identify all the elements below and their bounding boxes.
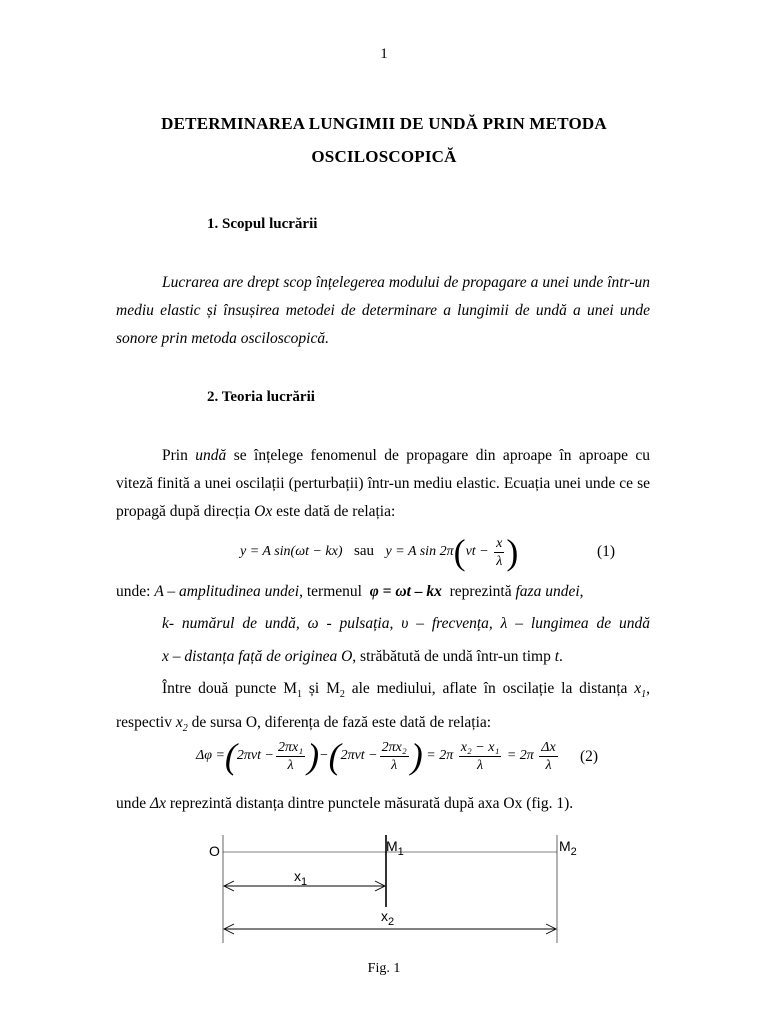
eq1-left: y = A sin(ωt − kx) — [240, 544, 343, 560]
text: , — [579, 583, 584, 600]
equation-1 — [240, 534, 518, 570]
frac-num: 2πx₂ — [381, 739, 407, 755]
frac-den: λ — [496, 553, 503, 569]
title-line-2: OSCILOSCOPICĂ — [311, 147, 457, 166]
paren-close: ) — [506, 532, 519, 572]
frac-den: λ — [476, 757, 484, 773]
eq1-sau: sau — [354, 543, 375, 560]
eq2-term: 2πvt − — [340, 748, 378, 764]
term-x1: x — [634, 680, 642, 697]
subscript: 1 — [641, 689, 647, 701]
term-dx: Δx — [150, 795, 166, 812]
subscript: 1 — [297, 689, 303, 701]
paren-open: ( — [328, 736, 341, 776]
term-unda: undă — [195, 447, 227, 464]
text: ale mediului, aflate în oscilație la distanța — [344, 680, 628, 697]
equation-1-number: (1) — [597, 543, 616, 560]
text: reprezintă — [449, 583, 512, 600]
frac-num: x — [496, 535, 503, 551]
text: este dată de relația: — [276, 503, 396, 520]
eq1-vt: vt − — [465, 544, 489, 560]
term-faza: faza undei — [515, 583, 580, 600]
term-x: x – distanța față de originea O — [162, 648, 353, 665]
definitions-line-2: k- numărul de undă, ω - pulsația, υ – frecvența, λ – lungimea de undă — [162, 615, 650, 632]
eq2-equals: = 2π — [506, 748, 534, 764]
frac-num: Δx — [541, 739, 556, 755]
definitions-line-3 — [162, 648, 563, 666]
delta-x-paragraph — [116, 790, 650, 818]
frac-num: x₂ − x₁ — [460, 739, 500, 755]
wave-definition-paragraph — [116, 442, 650, 526]
eq2-minus: − — [319, 748, 329, 764]
eq1-right: y = A sin 2π — [385, 544, 454, 560]
label-m2: $M_2$ — [559, 838, 577, 858]
label-x2: $x_2$ — [381, 908, 395, 928]
section-2-heading: 2. Teoria lucrării — [207, 389, 315, 405]
term-ox: Ox — [254, 503, 273, 520]
paren-open: ( — [453, 532, 466, 572]
subscript: 2 — [339, 689, 345, 701]
section-1-heading: 1. Scopul lucrării — [207, 216, 318, 232]
text: . — [559, 648, 563, 665]
phase-difference-paragraph — [116, 675, 650, 743]
text: unde — [116, 795, 147, 812]
eq2-fraction-4 — [539, 739, 557, 774]
subscript: 2 — [182, 723, 188, 735]
text: , străbătută de undă într-un timp — [352, 648, 551, 665]
label-o: O — [209, 843, 220, 859]
text: unde: — [116, 583, 151, 600]
text: se înțelege fenomenul de propagare din aproape în aproape cu viteză finită a unei oscilații (perturbații) într-un mediu elastic. Ecuația unei unde ce se propagă după direcția — [116, 447, 651, 520]
term-x2: x — [175, 714, 183, 732]
equation-2 — [196, 738, 560, 774]
paren-close: ) — [307, 736, 320, 776]
text: Între două puncte M — [162, 680, 298, 697]
frac-den: λ — [545, 757, 552, 773]
eq2-fraction-2 — [380, 739, 409, 774]
figure-1-diagram — [190, 835, 590, 947]
eq2-dphi: Δφ = — [196, 748, 225, 764]
frac-num: 2πx₁ — [278, 739, 304, 755]
text: și M — [302, 680, 340, 697]
term-amplitude: A – amplitudinea undei — [154, 583, 300, 600]
text: , respectiv — [116, 680, 651, 732]
eq2-fraction-1 — [276, 739, 305, 774]
paren-open: ( — [224, 736, 237, 776]
eq2-term: 2πvt − — [236, 748, 274, 764]
eq2-equals: = 2π — [426, 748, 454, 764]
text: Prin — [162, 447, 188, 464]
frac-den: λ — [391, 757, 398, 773]
text: de sursa O, diferența de fază este dată de relația: — [187, 714, 492, 732]
eq1-fraction — [494, 535, 504, 570]
definitions-line-1 — [116, 583, 584, 601]
section-1-paragraph: Lucrarea are drept scop înțelegerea modului de propagare a unei unde într-un mediu elastic și însușirea metodei de determinare a lungimii de undă a unei unde sonore prin metoda osciloscopică. — [116, 274, 650, 347]
paren-close: ) — [410, 736, 423, 776]
label-m1: $M_1$ — [386, 838, 404, 858]
figure-caption: Fig. 1 — [367, 961, 401, 976]
equation-2-number: (2) — [580, 748, 599, 765]
term-phase: φ = ωt – kx — [369, 583, 442, 600]
text: reprezintă distanța dintre punctele măsurată după axa Ox (fig. 1). — [169, 795, 574, 812]
text: , termenul — [299, 583, 362, 600]
term-t: t — [554, 648, 560, 665]
eq2-fraction-3 — [459, 739, 502, 774]
title-line-1: DETERMINAREA LUNGIMII DE UNDĂ PRIN METODA — [161, 114, 607, 133]
label-x1: $x_1$ — [294, 868, 308, 888]
page-number: 1 — [380, 46, 388, 62]
frac-den: λ — [287, 757, 294, 773]
